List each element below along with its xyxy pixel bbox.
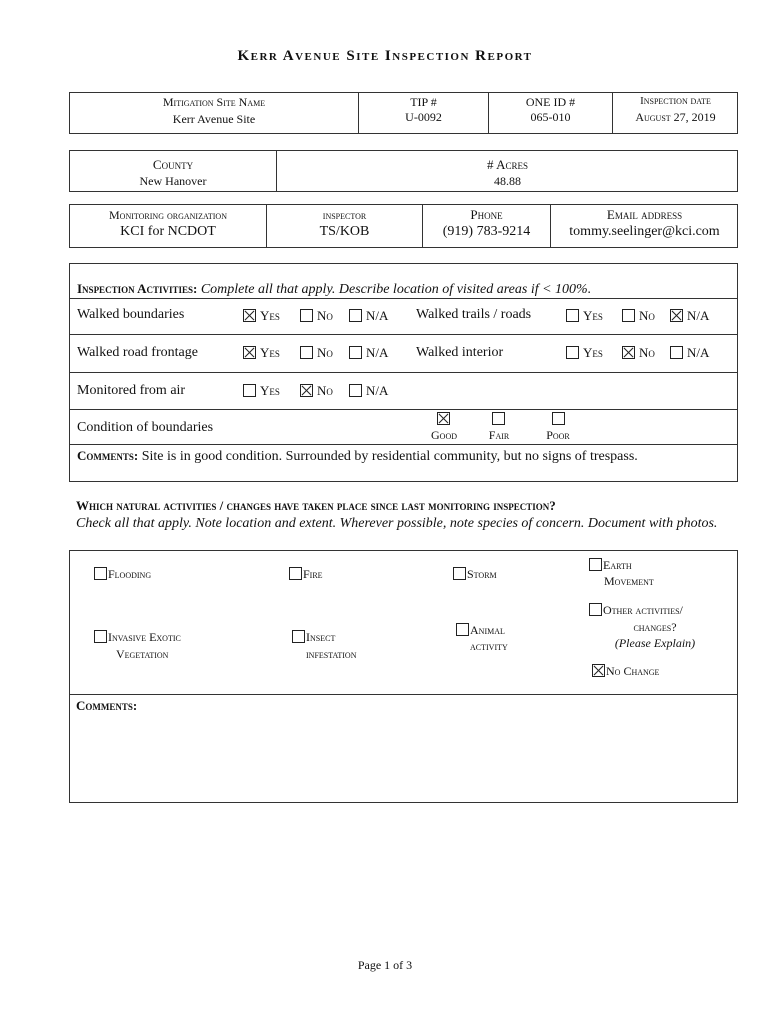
other-activities-label: Other activities/ (603, 603, 683, 617)
page-title: Kerr Avenue Site Inspection Report (237, 48, 533, 64)
natural-comments-label: Comments: (76, 698, 138, 713)
tip-value: U-0092 (405, 110, 442, 124)
no-label: No (639, 308, 655, 323)
monitored-air-no-checkbox[interactable] (300, 384, 313, 397)
other-activities-explain: (Please Explain) (614, 636, 696, 650)
condition-good-checkbox[interactable] (437, 412, 450, 425)
inspection-activities-heading: Inspection Activities: Complete all that apply. Describe location of visited areas if < 100%. (77, 281, 592, 297)
walked-interior-yes-checkbox[interactable] (566, 346, 579, 359)
acres-value: 48.88 (494, 174, 521, 188)
walked-interior-no-checkbox[interactable] (622, 346, 635, 359)
monitoring-org-value: KCI for NCDOT (120, 224, 216, 239)
insect-label: Insect (306, 630, 336, 644)
walked-trails-no-checkbox[interactable] (622, 309, 635, 322)
other-activities-checkbox[interactable] (589, 603, 602, 616)
condition-of-boundaries-label: Condition of boundaries (77, 420, 214, 435)
walked-road-frontage-yes-checkbox[interactable] (243, 346, 256, 359)
fire-label: Fire (303, 567, 323, 581)
no-label: No (317, 345, 333, 360)
condition-fair-checkbox[interactable] (492, 412, 505, 425)
natural-comments-field[interactable] (72, 716, 734, 800)
county-value: New Hanover (139, 174, 207, 188)
natural-activities-instructions: Check all that apply. Note location and extent. Wherever possible, note species of concern. Document with photos. (76, 516, 718, 531)
fair-label: Fair (488, 428, 510, 442)
walked-trails-label: Walked trails / roads (416, 307, 532, 322)
insect-label-line2: infestation (306, 647, 357, 661)
storm-label: Storm (467, 567, 497, 581)
animal-label: Animal (470, 623, 505, 637)
na-label: N/A (687, 308, 710, 323)
activities-comments: Comments: Site is in good condition. Surrounded by residential community, but no signs of trespass. (77, 448, 638, 464)
no-label: No (317, 383, 333, 398)
na-label: N/A (366, 345, 389, 360)
walked-boundaries-yes-checkbox[interactable] (243, 309, 256, 322)
inspector-label: inspector (322, 208, 367, 222)
invasive-exotic-label-line2: Vegetation (116, 647, 169, 661)
site-name-label: Mitigation Site Name (162, 95, 266, 109)
walked-interior-na-checkbox[interactable] (670, 346, 683, 359)
walked-boundaries-no-checkbox[interactable] (300, 309, 313, 322)
na-label: N/A (366, 383, 389, 398)
walked-road-frontage-na-checkbox[interactable] (349, 346, 362, 359)
walked-interior-label: Walked interior (416, 345, 504, 360)
flooding-label: Flooding (108, 567, 152, 581)
natural-activities-heading: Which natural activities / changes have taken place since last monitoring inspection? (76, 498, 556, 513)
walked-boundaries-label: Walked boundaries (77, 307, 185, 322)
inspection-date-label: Inspection date (640, 95, 711, 107)
email-label: Email address (606, 207, 683, 222)
no-change-label: No Change (606, 664, 660, 678)
animal-activity-checkbox[interactable] (456, 623, 469, 636)
yes-label: Yes (260, 308, 280, 323)
walked-trails-yes-checkbox[interactable] (566, 309, 579, 322)
fire-checkbox[interactable] (289, 567, 302, 580)
no-change-checkbox[interactable] (592, 664, 605, 677)
phone-label: Phone (470, 207, 503, 222)
storm-checkbox[interactable] (453, 567, 466, 580)
good-label: Good (431, 428, 457, 442)
no-label: No (639, 345, 655, 360)
insect-infestation-checkbox[interactable] (292, 630, 305, 643)
email-value: tommy.seelinger@kci.com (569, 224, 720, 239)
monitored-air-na-checkbox[interactable] (349, 384, 362, 397)
earth-movement-label-line2: Movement (604, 574, 654, 588)
earth-movement-checkbox[interactable] (589, 558, 602, 571)
na-label: N/A (366, 308, 389, 323)
invasive-exotic-label: Invasive Exotic (108, 630, 181, 644)
walked-trails-na-checkbox[interactable] (670, 309, 683, 322)
na-label: N/A (687, 345, 710, 360)
monitored-air-yes-checkbox[interactable] (243, 384, 256, 397)
walked-road-frontage-no-checkbox[interactable] (300, 346, 313, 359)
no-label: No (317, 308, 333, 323)
county-label: County (152, 157, 194, 172)
yes-label: Yes (583, 345, 603, 360)
inspection-date-value: August 27, 2019 (635, 110, 716, 124)
site-name-value: Kerr Avenue Site (172, 112, 256, 126)
flooding-checkbox[interactable] (94, 567, 107, 580)
monitoring-org-label: Monitoring organization (109, 208, 227, 222)
one-id-value: 065-010 (530, 110, 571, 124)
page-number: Page 1 of 3 (357, 958, 413, 972)
monitored-from-air-label: Monitored from air (77, 383, 186, 398)
walked-boundaries-na-checkbox[interactable] (349, 309, 362, 322)
invasive-exotic-vegetation-checkbox[interactable] (94, 630, 107, 643)
yes-label: Yes (260, 345, 280, 360)
other-activities-label-line2: changes? (633, 620, 677, 634)
condition-poor-checkbox[interactable] (552, 412, 565, 425)
yes-label: Yes (583, 308, 603, 323)
acres-label: # Acres (487, 157, 528, 172)
phone-value: (919) 783-9214 (442, 224, 531, 239)
yes-label: Yes (260, 383, 280, 398)
earth-movement-label: Earth (603, 558, 632, 572)
tip-label: TIP # (410, 95, 437, 109)
inspector-value: TS/KOB (319, 224, 370, 239)
walked-road-frontage-label: Walked road frontage (77, 345, 198, 360)
animal-label-line2: activity (470, 639, 508, 653)
one-id-label: ONE ID # (525, 95, 576, 109)
poor-label: Poor (546, 428, 570, 442)
